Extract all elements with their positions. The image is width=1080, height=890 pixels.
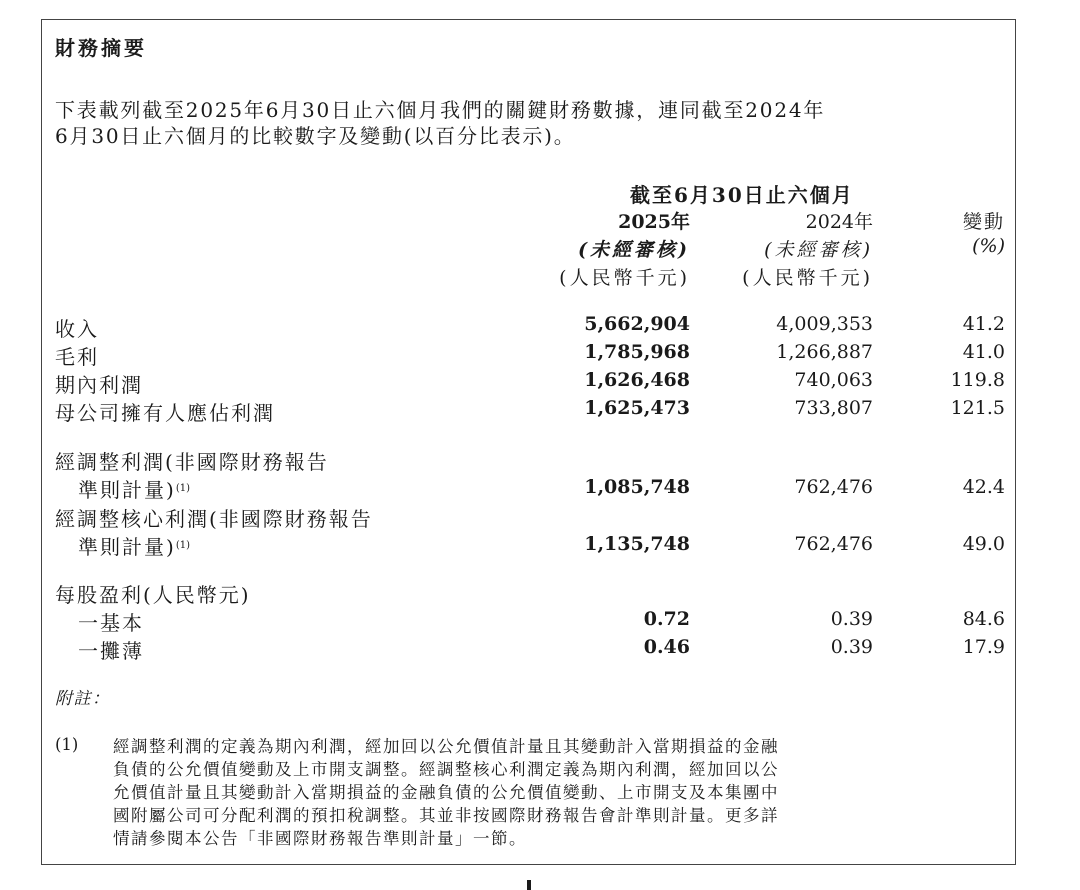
page-number-fragment (527, 880, 531, 890)
row-label-line2: 準則計量)$^{(1)}$ (78, 478, 190, 502)
row-label-line2: 準則計量)$^{(1)}$ (78, 535, 190, 559)
col-2025-audit: (未經審核) (578, 239, 690, 261)
eps-basic-2024: 0.39 (830, 608, 873, 630)
row-value-2025: 1,625,473 (584, 397, 690, 419)
notes-heading: 附註： (55, 689, 111, 709)
section-title: 財務摘要 (55, 36, 147, 60)
note-marker: (1) (55, 735, 79, 754)
row-value-2024: 762,476 (794, 533, 873, 555)
col-change-title: 變動 (962, 211, 1005, 233)
row-value-2024: 740,063 (794, 369, 873, 391)
eps-basic-change: 84.6 (962, 608, 1005, 630)
col-2024-year: 2024年 (805, 211, 873, 233)
note-ref: (1) (175, 540, 190, 551)
col-2024-unit: (人民幣千元) (742, 267, 873, 289)
row-value-2025: 1,626,468 (584, 369, 690, 391)
row-value-2024: 4,009,353 (776, 313, 873, 335)
row-value-2024: 762,476 (794, 476, 873, 498)
row-change: 42.4 (962, 476, 1005, 498)
row-change: 41.2 (962, 313, 1005, 335)
intro-line-1: 下表載列截至2025年6月30日止六個月我們的關鍵財務數據，連同截至2024年 (55, 98, 826, 122)
row-change: 121.5 (950, 397, 1005, 419)
col-change-unit: (%) (972, 235, 1005, 257)
note-line: 經調整利潤的定義為期內利潤，經加回以公允價值計量且其變動計入當期損益的金融 (113, 737, 779, 756)
eps-diluted-2024: 0.39 (830, 636, 873, 658)
row-value-2025: 1,085,748 (584, 476, 690, 498)
eps-diluted-2025: 0.46 (643, 636, 690, 658)
note-line: 國附屬公司可分配利潤的預扣稅調整。其並非按國際財務報告會計準則計量。更多詳 (113, 806, 779, 825)
row-value-2025: 5,662,904 (584, 313, 690, 335)
row-label: 母公司擁有人應佔利潤 (55, 401, 275, 425)
row-label: 收入 (55, 317, 99, 341)
row-change: 49.0 (962, 533, 1005, 555)
row-change: 119.8 (950, 369, 1005, 391)
row-value-2025: 1,785,968 (584, 341, 690, 363)
col-2025-unit: (人民幣千元) (559, 267, 690, 289)
row-label: 毛利 (55, 345, 99, 369)
eps-basic-label: 一基本 (78, 611, 144, 635)
col-2025-year: 2025年 (618, 211, 690, 233)
row-value-2024: 733,807 (794, 397, 873, 419)
row-label-line1: 經調整利潤(非國際財務報告 (55, 450, 329, 474)
row-label: 期內利潤 (55, 373, 143, 397)
row-label-line1: 經調整核心利潤(非國際財務報告 (55, 507, 373, 531)
note-line: 情請參閱本公告「非國際財務報告準則計量」一節。 (113, 829, 527, 848)
row-value-2024: 1,266,887 (776, 341, 873, 363)
eps-label: 每股盈利(人民幣元) (55, 583, 251, 607)
eps-diluted-change: 17.9 (962, 636, 1005, 658)
col-2024-audit: (未經審核) (764, 239, 873, 261)
note-ref: (1) (175, 483, 190, 494)
period-header: 截至6月30日止六個月 (630, 183, 854, 207)
eps-diluted-label: 一攤薄 (78, 639, 144, 663)
note-line: 負債的公允價值變動及上市開支調整。經調整核心利潤定義為期內利潤，經加回以公 (113, 760, 779, 779)
intro-line-2: 6月30日止六個月的比較數字及變動(以百分比表示)。 (55, 124, 576, 148)
row-value-2025: 1,135,748 (584, 533, 690, 555)
eps-basic-2025: 0.72 (643, 608, 690, 630)
note-line: 允價值計量且其變動計入當期損益的金融負債的公允價值變動、上市開支及本集團中 (113, 783, 779, 802)
row-change: 41.0 (962, 341, 1005, 363)
